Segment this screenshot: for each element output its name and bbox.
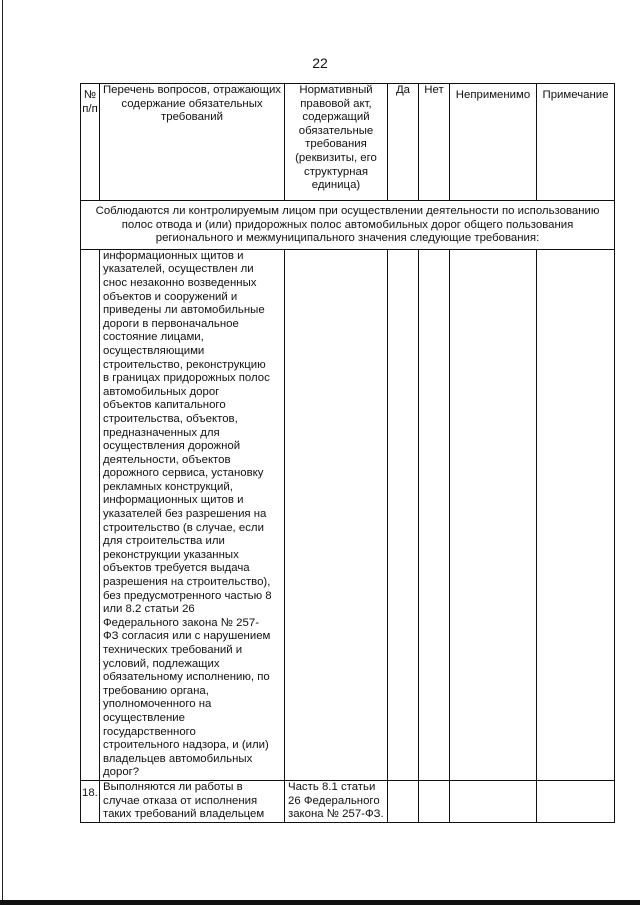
continued-text-line: рекламных конструкций,	[103, 480, 233, 493]
continued-question	[100, 249, 285, 780]
continued-text-line: осуществление	[103, 711, 185, 724]
continued-text-line: строительства, объектов,	[103, 412, 238, 425]
continued-text-line: дорог?	[103, 766, 140, 779]
continued-text-line: ФЗ согласия или с нарушением	[103, 630, 271, 643]
continued-text-line: указателей, осуществлен ли	[103, 263, 254, 276]
continued-text-line: строительного надзора, и (или)	[103, 739, 269, 752]
section-row	[81, 201, 615, 250]
scan-bottom-band	[0, 900, 640, 905]
row-18-yes	[388, 780, 419, 822]
header-normative: Нормативный правовой акт, содержащий обязательные требования (реквизиты, его структурная единица)	[285, 84, 388, 201]
row-18-question	[100, 780, 285, 822]
continued-text-line: Федерального закона № 257-	[103, 616, 259, 629]
continued-text-line: деятельности, объектов	[103, 453, 231, 466]
row-18-normative-line: Часть 8.1 статьи	[288, 780, 376, 793]
continued-text-line: информационных щитов и	[103, 494, 244, 507]
continued-text-line: требованию органа,	[103, 684, 209, 697]
row-18-num: 18.	[81, 780, 100, 822]
continued-text-line: снос незаконно возведенных	[103, 276, 257, 289]
continued-text-line: дороги в первоначальное	[103, 317, 239, 330]
continued-text-line: условий, подлежащих	[103, 657, 220, 670]
continued-yes	[388, 249, 419, 780]
row-18-normative-line: закона № 257-ФЗ.	[288, 808, 384, 821]
continued-text-line: дорожного сервиса, установку	[103, 467, 264, 480]
continued-text-line: состояние лицами,	[103, 331, 204, 344]
scan-left-edge	[2, 0, 3, 905]
continued-text-line: в границах придорожных полос	[103, 372, 270, 385]
continued-num	[81, 249, 100, 780]
continued-text-line: осуществления дорожной	[103, 440, 241, 453]
continued-note	[537, 249, 615, 780]
continued-text-line: строительство, реконструкцию	[103, 358, 266, 371]
header-num: № п/п	[81, 84, 100, 201]
continued-text-line: уполномоченного на	[103, 698, 212, 711]
continued-text-line: автомобильных дорог	[103, 385, 220, 398]
row-18-normative-line: 26 Федерального	[288, 794, 380, 807]
header-questions: Перечень вопросов, отражающих содержание обязательных требований	[100, 84, 285, 201]
row-18-question-line: случае отказа от исполнения	[103, 794, 258, 807]
page-number: 22	[312, 55, 328, 71]
table-row-continued	[81, 249, 615, 780]
continued-normative	[285, 249, 388, 780]
continued-text-line: владельцев автомобильных	[103, 752, 253, 765]
checklist-table	[80, 83, 615, 823]
continued-no	[419, 249, 450, 780]
continued-text-line: государственного	[103, 725, 196, 738]
header-no: Нет	[419, 84, 450, 201]
section-heading: Соблюдаются ли контролируемым лицом при осуществлении деятельности по использованию полос отвода и (или) придорожных полос автомобильных дорог общего пользования регионального и межмуниципального значения следующие требования:	[81, 201, 615, 250]
continued-text-line: без предусмотренного частью 8	[103, 589, 272, 602]
table-row-18	[81, 780, 615, 822]
continued-na	[450, 249, 537, 780]
continued-text-line: информационных щитов и	[103, 249, 244, 262]
continued-text-line: или 8.2 статьи 26	[103, 603, 195, 616]
continued-text-line: строительство (в случае, если	[103, 521, 264, 534]
row-18-question-line: таких требований владельцем	[103, 808, 265, 821]
header-na: Неприменимо	[450, 84, 537, 201]
continued-text-line: объектов требуется выдача	[103, 562, 250, 575]
continued-text-line: разрешения на строительство),	[103, 576, 271, 589]
row-18-question-line: Выполняются ли работы в	[103, 780, 243, 793]
continued-text-line: для строительства или	[103, 535, 225, 548]
continued-text-line: указателей без разрешения на	[103, 508, 267, 521]
continued-text-line: приведены ли автомобильные	[103, 304, 265, 317]
continued-text-line: предназначенных для	[103, 426, 220, 439]
continued-text-line: технических требований и	[103, 644, 243, 656]
header-note: Примечание	[537, 84, 615, 201]
row-18-na	[450, 780, 537, 822]
continued-text-line: объектов и сооружений и	[103, 290, 238, 303]
header-row	[81, 84, 615, 201]
row-18-no	[419, 780, 450, 822]
continued-text-line: объектов капитального	[103, 399, 226, 412]
continued-text-line: обязательному исполнению, по	[103, 671, 270, 684]
header-yes: Да	[388, 84, 419, 201]
row-18-normative	[285, 780, 388, 822]
continued-text-line: осуществляющими	[103, 344, 205, 357]
continued-text-line: реконструкции указанных	[103, 548, 239, 561]
row-18-note	[537, 780, 615, 822]
